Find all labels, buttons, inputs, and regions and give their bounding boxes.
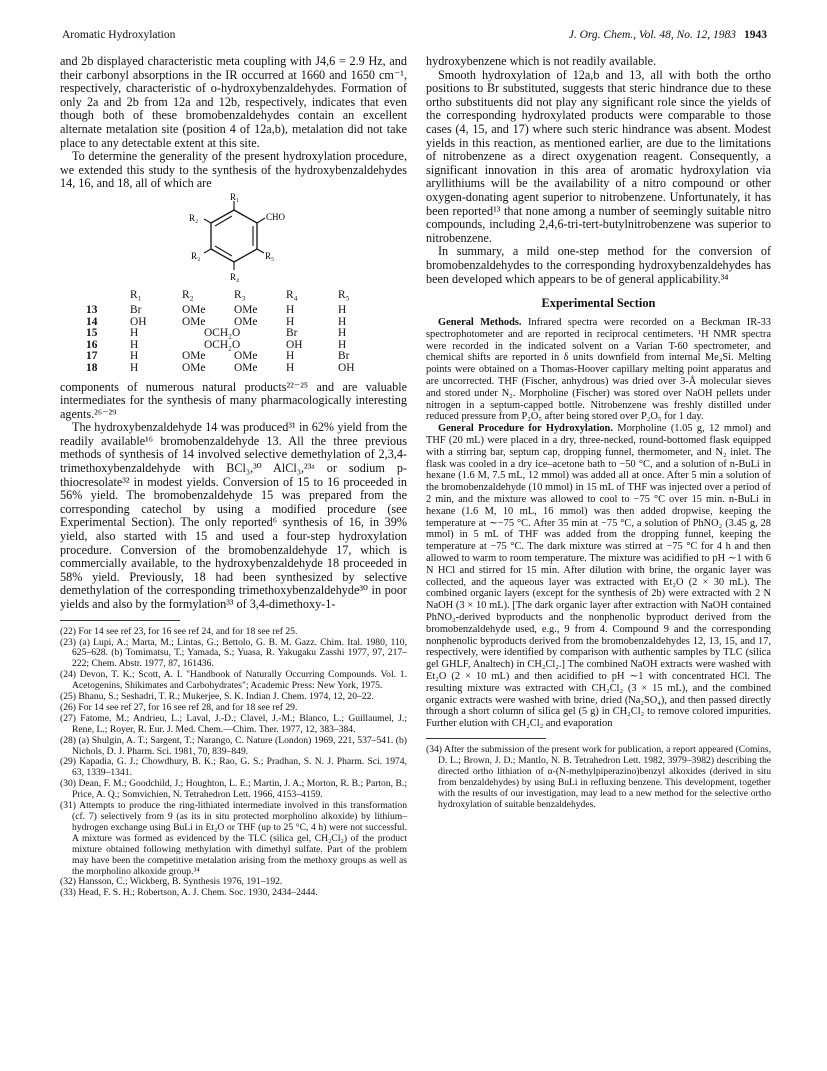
label-r4: R₄ [229,271,239,282]
table-cell: H [130,350,139,363]
journal-citation: J. Org. Chem., Vol. 48, No. 12, 1983 [568,29,736,41]
table-cell: Br [130,303,142,316]
paragraph: Smooth hydroxylation of 12a,b and 13, all with both the ortho positions to Br substituted, suggests that steric hindrance due to these ortho substituents did not play any significant role since the yields of the corresponding hydroxylated products were comparable to those cases (4, 15, and 17) where such steric hindrance was absent. Modest yields in this reaction, as mentioned earlier, are due to the limitations of nitrobenzene as a direct oxygenation reagent. Consequently, a significant innovation in this area of aromatic hydroxylation via aryllithiums will be the availability of a nitro compound or other oxygen-donating agent superior to nitrobenzene. Unfortunately, it has been reported¹³ that none among a number of seemingly suitable nitro compounds, including 2,4,6-tri-tert-butylnitrobenzene was superior to nitrobenzene. [426,67,771,245]
table-cell: H [338,338,347,351]
table-cell: OH [130,315,147,328]
footnote: (33) Head, F. S. H.; Robertson, A. J. Chem. Soc. 1930, 2434–2444. [60,887,318,899]
footnote: (25) Bhanu, S.; Seshadri, T. R.; Mukerjee, S. K. Indian J. Chem. 1974, 12, 20–22. [60,691,374,703]
paragraph: and 2b displayed characteristic meta coupling with J4,6 = 2.9 Hz, and their carbonyl absorptions in the IR occurred at 1660 and 1650 cm⁻¹, respectively, characteristic of o-hydroxybenzaldehydes. Formation of only 2a and 2b from 12a and 12b, respectively, indicates that even though both of these bromobenzaldehydes contain an excellent alternate metalation site (position 4 of 12a,b), metalation did not take place to any detectable extent at this site. [60,54,407,150]
table-cell: H [338,327,347,340]
table-cell: OMe [234,303,258,316]
footnote: (23) (a) Lupi, A.; Marta, M.; Lintas, G.; Bettolo, G. B. M. Gazz. Chim. Ital. 1980, 110, 625–628. (b) Tomimatsu, T.; Yamada, S.; Yuasa, R. Yakugaku Zasshi 1977, 97, 217–222; Chem. Abstr. 1977, 87, 161436. [60,636,407,670]
footnotes-left [60,627,407,900]
substituent-table [86,289,354,375]
table-cell: OMe [182,361,206,374]
table-cell: H [286,315,295,328]
table-row [86,305,354,317]
run-in-heading: General Procedure for Hydroxylation. [438,423,613,435]
running-header-title: Aromatic Hydroxylation [62,29,176,41]
table-header-cell [86,289,130,305]
table-cell: Br [338,350,350,363]
paragraph: hydroxybenzene which is not readily available. [426,54,657,68]
footnote: (26) For 14 see ref 27, for 16 see ref 28, and for 18 see ref 29. [60,701,298,713]
table-row [86,328,354,340]
compound-number: 13 [86,303,98,316]
section-heading: Experimental Section [541,296,656,311]
table-cell: H [286,350,295,363]
running-header-journal [569,29,767,41]
compound-number: 16 [86,338,98,351]
footnote: (22) For 14 see ref 23, for 16 see ref 24, and for 18 see ref 25. [60,625,298,637]
table-cell: H [130,338,139,351]
label-r2: R₂ [188,212,198,223]
run-in-heading: General Methods. [438,317,522,329]
paragraph-text: Morpholine (1.05 g, 12 mmol) and THF (20 mL) were placed in a dry, three-necked, round-bottomed flask equipped with a stirring bar, septum cap, dropping funnel, thermometer, and N₂ inlet. The flask was cooled in a dry ice–acetone bath to −50 °C, and a solution of n-BuLi in hexane (1.6 M, 7.5 mL, 12 mmol) was added all at once. After 5 min a solution of the bromobenzaldehyde (10 mmol) in 15 mL of THF was injected over a period of 2 min, and the mixture was allowed to cool to −75 °C over 15 min. n-BuLi in hexane (1.6 M, 10 mL, 16 mmol) was then added dropwise, keeping the temperature at ∼−75 °C. After 35 min at −75 °C, a solution of PhNO₂ (3.45 g, 28 mmol) in 5 mL of THF was added from the dropping funnel, keeping the temperature at −75 °C. The dark mixture was stirred at −75 °C for 4 h and then allowed to warm to room temperature. The mixture was acidified to pH ∼1 with 6 N HCl and stirred for 15 min. After dilution with brine, the organic layer was collected, and the aqueous layer was extracted with Et₂O (2 × 30 mL). The combined organic layers (except for the synthesis of 2b) were extracted with 2 N NaOH (3 × 10 mL). [The dark organic layer after extraction with NaOH contained PhNO₂-derived byproducts and the nonphenolic byproduct derived from the bromobenzaldehyde used, e.g., 9 from 4. Compound 9 and the corresponding nonphenolic byproducts derived from the bromobenzaldehydes 12, 13, 15, and 17, respectively, were identified by comparison with authentic samples by TLC (silica gel GHLF, Analtech) in CH₂Cl₂.] The combined NaOH extracts were washed with Et₂O (2 × 10 mL) and then acidified to pH ∼1 with concentrated HCl. The resulting mixture was extracted with CH₂Cl₂ (3 × 15 mL), and the combined organic extracts were washed with brine, dried (Na₂SO₄), and then passed directly through a short column of silica gel (5 g) in CH₂Cl₂ to remove colored impurities. Further elution with CH₂Cl₂ and evaporation [426,423,771,730]
footnote: (28) (a) Shulgin, A. T.; Sargent, T.; Narango, C. Nature (London) 1969, 221, 537–541. (b) Nichols, D. J. Pharm. Sci. 1981, 70, 839–849. [60,734,407,757]
table-header-cell: R₁ [130,288,142,301]
page-number: 1943 [744,29,767,41]
paragraph: In summary, a mild one-step method for the conversion of bromobenzaldehydes to the corresponding hydroxybenzaldehydes has been developed which appears to be of general applicability.³⁴ [426,244,771,286]
table-cell: OH [338,361,355,374]
table-header-cell: R₄ [286,288,298,301]
table-cell: H [130,327,139,340]
paragraph-general-methods [426,317,771,423]
table-row [86,340,354,352]
label-cho: CHO [265,211,285,222]
table-header-cell: R₂ [182,288,194,301]
paragraph-text: Infrared spectra were recorded on a Beckman IR-33 spectrophotometer and are reported in reciprocal centimeters. ¹H NMR spectra were recorded in the indicated solvent on a Varian T-60 spectrometer, and chemical shifts are reported in δ units downfield from internal Me₄Si. Melting points were obtained on a Thomas-Hoover capillary melting point apparatus and are uncorrected. THF (Fischer, anhydrous) was dried over 3-Å molecular sieves and stored under N₂. Morpholine (Fischer) was stored over NaOH pellets under nitrogen in a septum-capped bottle. Nitrobenzene was freshly distilled under reduced pressure from P₂O₅ after being stored over P₂O₅ for 1 day. [426,317,772,423]
compound-number: 17 [86,350,98,363]
footnote: (32) Hansson, C.; Wickberg, B. Synthesis 1976, 191–192. [60,876,283,888]
footnote-divider [60,620,180,621]
paragraph-general-procedure [426,423,771,730]
footnote-divider [426,738,546,739]
table-cell: OH [286,338,303,351]
footnote: (24) Devon, T. K.; Scott, A. I. "Handbook of Naturally Occurring Compounds. Vol. 1. Acetogenins, Shikimates and Carbohydrates"; Academic Press: New York, 1975. [60,669,407,692]
table-cell: OMe [234,350,258,363]
compound-number: 14 [86,315,98,328]
table-cell: OMe [182,315,206,328]
footnote: (29) Kapadia, G. J.; Chowdhury, B. K.; Rao, G. S.; Pradhan, S. N. J. Pharm. Sci. 1974, 63, 1339–1341. [60,756,407,779]
footnote: (34) After the submission of the present work for publication, a report appeared (Comins, D. L.; Brown, J. D.; Mantlo, N. B. Tetrahedron Lett. 1982, 3979–3982) describing the directed ortho lithiation of α-(N-methylpiperazino)benzyl alkoxides (derived in situ from benzaldehydes) by using BuLi in refluxing benzene. This development, together with the results of our investigation, may lead to a new method for the selective ortho hydroxylation of suitable benzaldehydes. [426,743,771,810]
table-cell: OMe [182,350,206,363]
footnote: (27) Fatome, M.; Andrieu, L.; Laval, J.-D.; Clavel, J.-M.; Blanco, L.; Guillaumel, J.; Rene, L.; Royer, R. Eur. J. Med. Chem.—Chim. Ther. 1977, 12, 383–384. [60,712,407,735]
table-cell: Br [286,327,298,340]
compound-number: 15 [86,327,98,340]
table-cell: OMe [234,361,258,374]
paragraph: To determine the generality of the present hydroxylation procedure, we extended this study to the synthesis of the hydroxybenzaldehydes 14, 16, and 18, all of which are [60,149,407,191]
table-row [86,363,354,375]
left-column [60,55,407,899]
table-cell: OMe [234,315,258,328]
label-r1: R₁ [229,192,239,202]
table-cell: OMe [182,303,206,316]
table-cell: OCH₂O [204,338,241,351]
right-column [426,55,771,810]
paragraph: The hydroxybenzaldehyde 14 was produced³¹ in 62% yield from the readily available¹⁶ bromobenzaldehyde 13. All the three previous methods of synthesis of 14 involved selective demethylation of 2,3,4-trimethoxybenzaldehyde with BCl₃,³⁰ AlCl₃,²³ᵃ or sodium p-thiocresolate³² in modest yields. Conversion of 15 to 16 proceeded in 56% yield. The bromobenzaldehyde 15 was prepared from the corresponding catechol by using a modified procedure (see Experimental Section). The only reported⁶ synthesis of 16, in 39% yield, also started with 15 and used a four-step hydroxylation procedure. Conversion of the bromobenzaldehyde 17, which is commercially available, to the hydroxybenzaldehyde 18 proceeded in 58% yield. Previously, 18 had been synthesized by selective demethylation of the corresponding trimethoxybenzaldehyde³⁰ in poor yields and also by the formylation³³ of 3,4-dimethoxy-1- [60,420,407,611]
table-cell: H [286,361,295,374]
table-cell: H [130,361,139,374]
table-cell: H [338,315,347,328]
footnote: (31) Attempts to produce the ring-lithiated intermediate involved in this transformation (cf. 7) selectively from 9 (as its in situ protected morpholino alkoxide) by lithium–hydrogen exchange using BuLi in Et₂O or THF (up to 25 °C, 4 h) were not successful. A mixture was formed as evidenced by the TLC (silica gel, CH₂Cl₂) of the product mixture obtained following methylation with dimethyl sulfate. Part of the problem may have been the competitive metalation arising from the methoxy groups as well as the morpholino alkoxide group.³⁴ [60,800,407,877]
footnote: (30) Dean, F. M.; Goodchild, J.; Houghton, L. E.; Martin, J. A.; Morton, R. B.; Parton, B.; Price, A. Q.; Somvichien, N. Tetrahedron Lett. 1966, 4153–4159. [60,778,407,801]
table-cell: H [286,303,295,316]
table-cell: H [338,303,347,316]
benzaldehyde-structure-diagram [159,193,309,283]
table-header-row [86,289,354,305]
label-r5: R₅ [264,250,274,261]
label-r3: R₃ [190,250,200,261]
paragraph: components of numerous natural products²²⁻²⁵ and are valuable intermediates for the synthesis of many pharmacologically interesting agents.²⁶⁻²⁹ [60,379,407,421]
table-header-cell: R₃ [234,288,246,301]
table-row [86,351,354,363]
compound-number: 18 [86,361,98,374]
table-header-cell: R₅ [338,288,350,301]
table-cell: OCH₂O [204,327,241,340]
